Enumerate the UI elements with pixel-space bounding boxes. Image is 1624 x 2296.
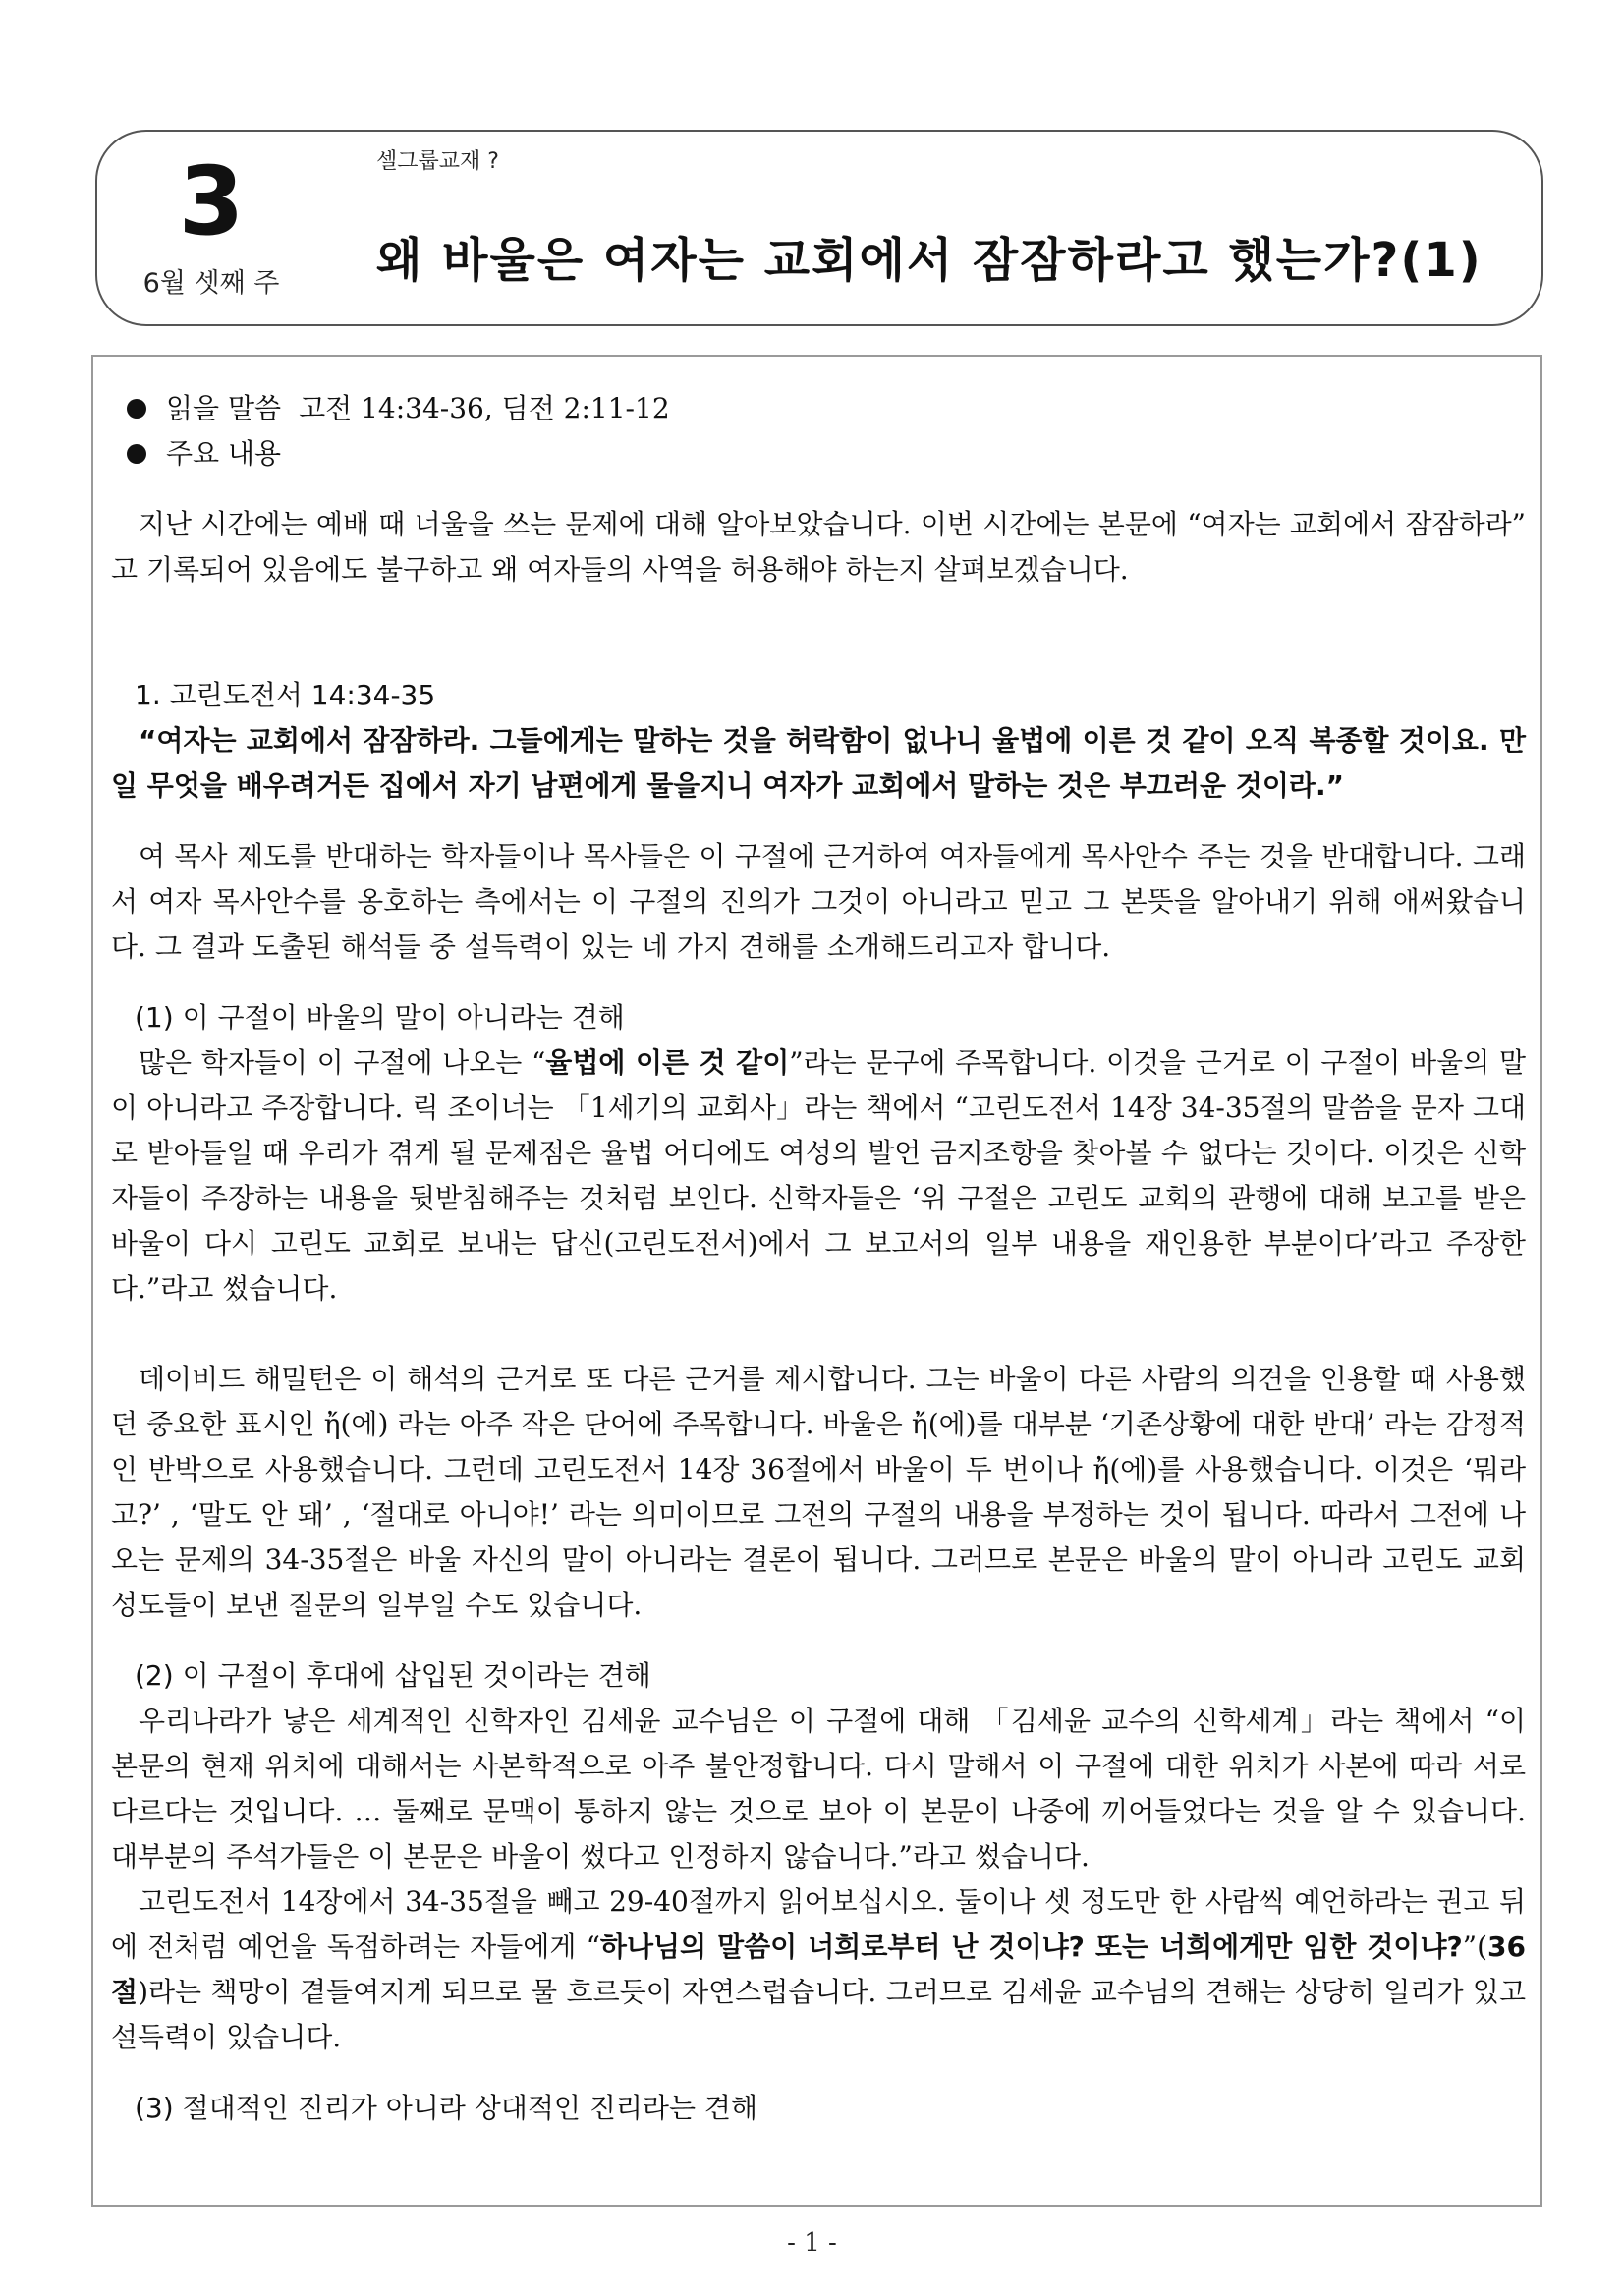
emphasis: 율법에 이른 것 같이 xyxy=(545,1046,790,1079)
text-run: 고린도전서 14장에서 34-35절을 빼고 29-40절까지 읽어보십시오. 둘이나 셋 정도만 한 사람씩 예언하라는 권고 뒤에 전처럼 예언을 독점하려는 자들에게 “ xyxy=(111,1885,1526,1963)
lesson-number: 3 xyxy=(178,146,245,256)
text-run: )라는 책망이 곁들여지게 되므로 물 흐르듯이 자연스럽습니다. 그러므로 김세윤 교수님의 견해는 상당히 일리가 있고 설득력이 있습니다. xyxy=(111,1976,1526,2053)
reading-line xyxy=(111,386,1526,431)
view-heading: (1) 이 구절이 바울의 말이 아니라는 견해 xyxy=(135,1001,625,1034)
view1-paragraph xyxy=(111,1040,1526,1312)
series-label: 셀그룹교재 ? xyxy=(376,149,499,174)
bullet-icon xyxy=(127,444,146,464)
text-run: ”라는 문구에 주목합니다. 이것을 근거로 이 구절이 바울의 말이 아니라고 주장합니다. 릭 조이너는 「1세기의 교회사」라는 책에서 “고린도전서 14장 34-35절의 말씀을 문자 그대로 받아들일 때 우리가 겪게 될 문제점은 율법 어디에도 여성의 발언 금지조항을 찾아볼 수 없다는 것이다. 이것은 신학자들이 주장하는 내용을 뒷받침해주는 것처럼 보인다. 신학자들은 ‘위 구절은 고린도 교회의 관행에 대해 보고를 받은 바울이 다시 고린도 교회로 보내는 답신(고린도전서)에서 그 보고서의 일부 내용을 재인용한 부분이다’라고 주장한다.”라고 썼습니다. xyxy=(111,1046,1526,1305)
text-run: ”( xyxy=(1462,1931,1488,1963)
view-heading: (3) 절대적인 진리가 아니라 상대적인 진리라는 견해 xyxy=(135,2092,758,2124)
emphasis: 하나님의 말씀이 너희로부터 난 것이냐? 또는 너희에게만 임한 것이냐? xyxy=(599,1931,1463,1963)
emphasis: 36절 xyxy=(111,1931,1526,2008)
header-box xyxy=(95,130,1543,326)
text-run: 많은 학자들이 이 구절에 나오는 “ xyxy=(139,1046,546,1079)
view1-paragraph-2: 데이비드 해밀턴은 이 해석의 근거로 또 다른 근거를 제시합니다. 그는 바울이 다른 사람의 의견을 인용할 때 사용했던 중요한 표시인 ἤ(에) 라는 아주 작은 단어에 주목합니다. 바울은 ἤ(에)를 대부분 ‘기존상황에 대한 반대’ 라는 감정적인 반박으로 사용했습니다. 그런데 고린도전서 14장 36절에서 바울이 두 번이나 ἤ(에)를 사용했습니다. 이것은 ‘뭐라고?’ , ‘말도 안 돼’ , ‘절대로 아니야!’ 라는 의미이므로 그전의 구절의 내용을 부정하는 것이 됩니다. 따라서 그전에 나오는 문제의 34-35절은 바울 자신의 말이 아니라는 결론이 됩니다. 그러므로 본문은 바울의 말이 아니라 고린도 교회 성도들이 보낸 질문의 일부일 수도 있습니다. xyxy=(111,1363,1526,1621)
view2-paragraph: 우리나라가 낳은 세계적인 신학자인 김세윤 교수님은 이 구절에 대해 「김세윤 교수의 신학세계」라는 책에서 “이 본문의 현재 위치에 대해서는 사본학적으로 아주 불안정합니다. 다시 말해서 이 구절에 대한 위치가 사본에 따라 서로 다르다는 것입니다. … 둘째로 문맥이 통하지 않는 것으로 보아 이 본문이 나중에 끼어들었다는 것을 알 수 있습니다. 대부분의 주석가들은 이 본문은 바울이 썼다고 인정하지 않습니다.”라고 썼습니다. xyxy=(111,1705,1526,1873)
summary-label: 주요 내용 xyxy=(166,437,282,470)
intro-paragraph: 지난 시간에는 예배 때 너울을 쓰는 문제에 대해 알아보았습니다. 이번 시간에는 본문에 “여자는 교회에서 잠잠하라” 고 기록되어 있음에도 불구하고 왜 여자들의 사역을 허용해야 하는지 살펴보겠습니다. xyxy=(111,508,1526,586)
document-body xyxy=(111,386,1526,2131)
page-number: - 1 - xyxy=(787,2228,837,2258)
bullet-icon xyxy=(127,399,146,419)
reading-reference: 고전 14:34-36, 딤전 2:11-12 xyxy=(299,392,670,424)
section-heading: 1. 고린도전서 14:34-35 xyxy=(135,679,436,711)
scripture-quote: “여자는 교회에서 잠잠하라. 그들에게는 말하는 것을 허락함이 없나니 율법에 이른 것 같이 오직 복종할 것이요. 만일 무엇을 배우려거든 집에서 자기 남편에게 물을지니 여자가 교회에서 말하는 것은 부끄러운 것이라.” xyxy=(111,724,1526,802)
reading-label: 읽을 말씀 xyxy=(166,392,282,424)
view2-paragraph-2 xyxy=(111,1879,1526,2060)
section-paragraph: 여 목사 제도를 반대하는 학자들이나 목사들은 이 구절에 근거하여 여자들에게 목사안수 주는 것을 반대합니다. 그래서 여자 목사안수를 옹호하는 측에서는 이 구절의 진의가 그것이 아니라고 믿고 그 본뜻을 알아내기 위해 애써왔습니다. 그 결과 도출된 해석들 중 설득력이 있는 네 가지 견해를 소개해드리고자 합니다. xyxy=(111,840,1526,963)
view-heading: (2) 이 구절이 후대에 삽입된 것이라는 견해 xyxy=(135,1659,651,1692)
lesson-week: 6월 셋째 주 xyxy=(142,268,280,299)
page-title: 왜 바울은 여자는 교회에서 잠잠하라고 했는가?(1) xyxy=(376,233,1483,288)
summary-line xyxy=(111,431,1526,476)
